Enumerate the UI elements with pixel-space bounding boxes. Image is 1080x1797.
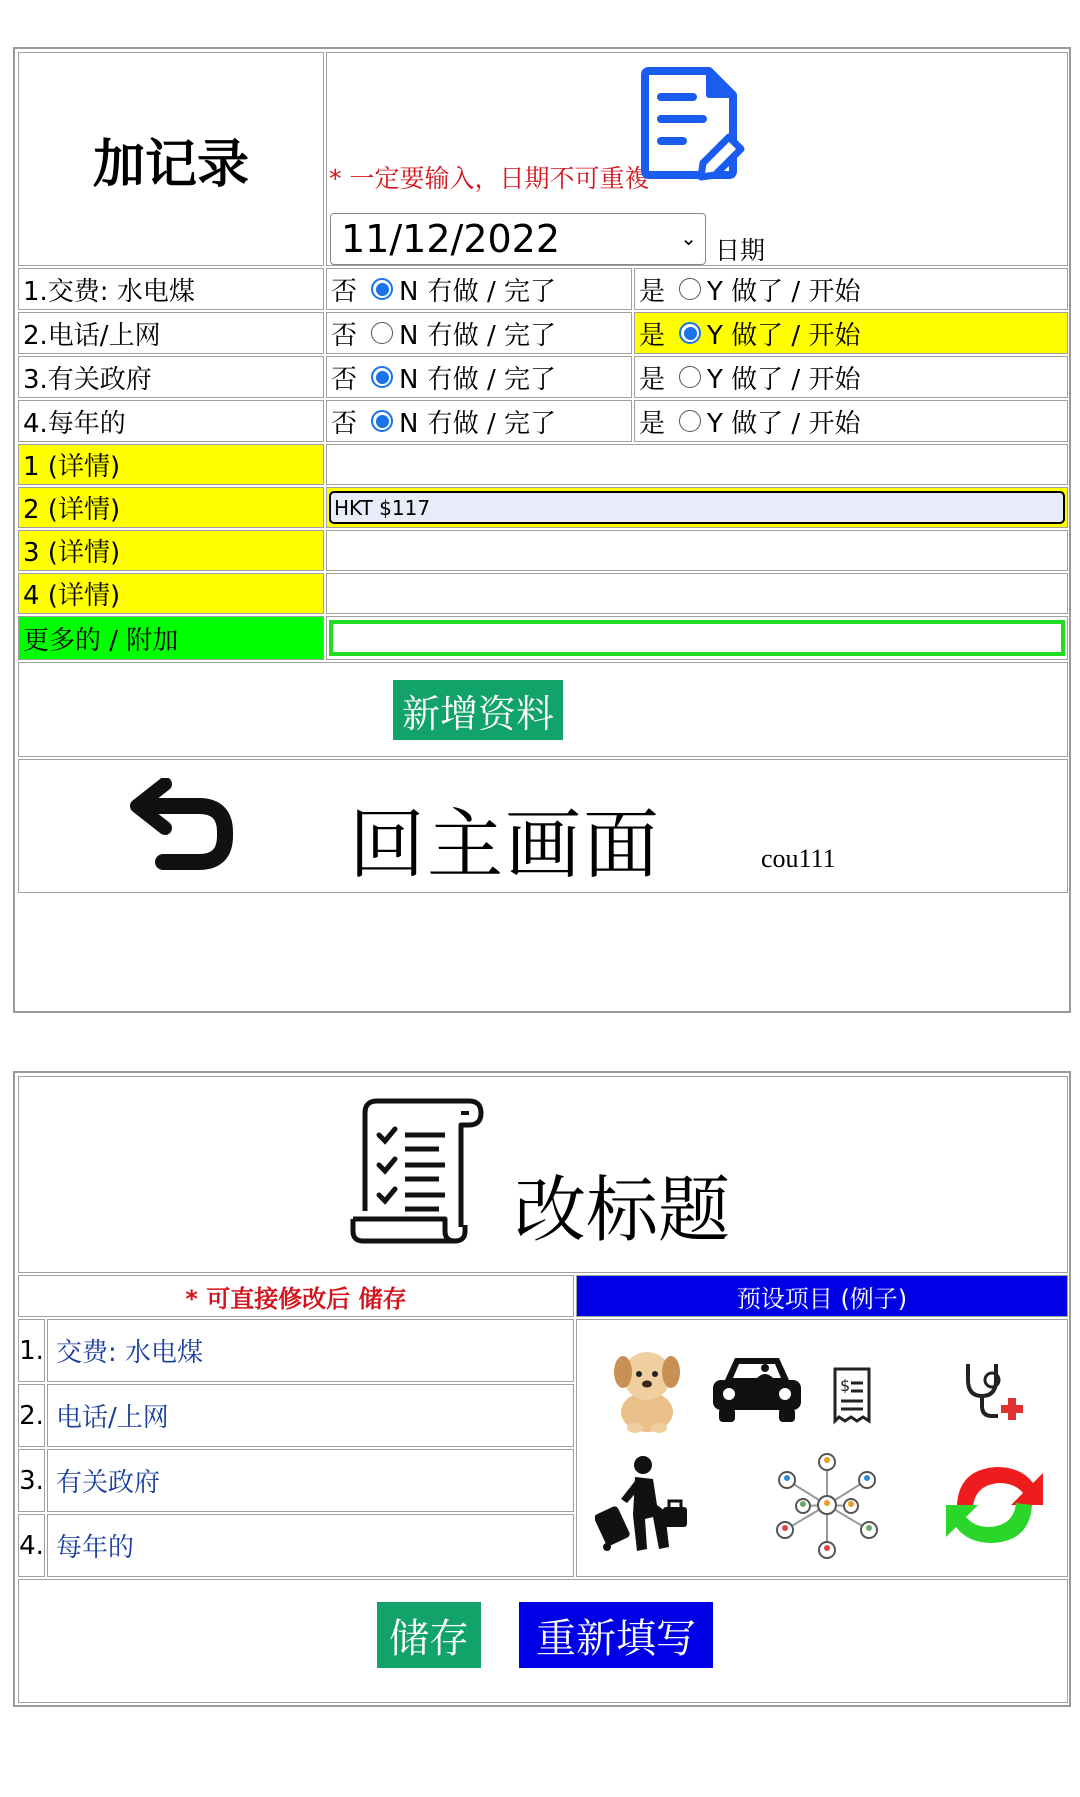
title-input-1[interactable] <box>47 1319 574 1382</box>
title-value: 交费: 水电煤 <box>56 1338 204 1368</box>
preset-header-text: 预设项目 (例子) <box>736 1284 908 1313</box>
home-row <box>18 759 1068 893</box>
no-option-label: N 冇做 / 完了 <box>399 408 557 439</box>
yes-text: 是 <box>639 320 666 351</box>
no-option[interactable] <box>326 356 632 398</box>
item-num-cell <box>18 1319 45 1382</box>
radio-no[interactable] <box>371 278 393 300</box>
date-value: 11/12/2022 <box>341 217 561 261</box>
yes-option-label: Y 做了 / 开始 <box>707 364 861 395</box>
no-text: 否 <box>331 408 358 439</box>
no-option-label: N 冇做 / 完了 <box>399 320 557 351</box>
detail-label-1: 1 (详情) <box>18 444 324 485</box>
item-number: 2. <box>19 1400 44 1431</box>
yes-text: 是 <box>639 408 666 439</box>
detail-input-4[interactable] <box>326 573 1068 614</box>
detail-label-4: 4 (详情) <box>18 573 324 614</box>
stethoscope-icon[interactable] <box>962 1360 1037 1425</box>
status-row-label: 4.每年的 <box>18 400 324 442</box>
chevron-down-icon: ⌄ <box>680 226 697 250</box>
title-input-4[interactable] <box>47 1514 574 1577</box>
back-arrow-icon[interactable] <box>129 778 239 878</box>
preset-icons-cell <box>576 1319 1068 1577</box>
yes-option-label: Y 做了 / 开始 <box>707 320 861 351</box>
item-num-cell <box>18 1514 45 1577</box>
no-text: 否 <box>331 276 358 307</box>
yes-option-label: Y 做了 / 开始 <box>707 276 861 307</box>
radio-no[interactable] <box>371 366 393 388</box>
item-number: 4. <box>19 1530 44 1561</box>
add-record-header-cell <box>326 52 1068 266</box>
more-input[interactable] <box>329 620 1065 656</box>
edit-titles-panel <box>13 1071 1071 1707</box>
date-select[interactable] <box>330 213 706 265</box>
receipt-icon[interactable] <box>827 1365 877 1425</box>
user-name: cou111 <box>761 844 836 873</box>
radio-yes[interactable] <box>679 366 701 388</box>
more-input-wrap <box>326 616 1068 660</box>
more-label: 更多的 / 附加 <box>18 616 324 660</box>
edit-note: * 可直接修改后 储存 <box>185 1284 407 1313</box>
detail-label-3: 3 (详情) <box>18 530 324 571</box>
edit-buttons-row <box>18 1579 1068 1703</box>
no-option[interactable] <box>326 268 632 310</box>
edit-note-cell <box>18 1275 574 1317</box>
item-number: 1. <box>19 1335 44 1366</box>
detail-input-1[interactable] <box>326 444 1068 485</box>
document-edit-icon <box>637 63 747 183</box>
item-num-cell <box>18 1384 45 1447</box>
detail-value: HKT $117 <box>334 495 431 520</box>
required-note: * 一定要输入，日期不可重複 <box>329 164 650 193</box>
title-value: 每年的 <box>56 1533 135 1563</box>
yes-option[interactable] <box>634 312 1068 354</box>
add-record-title-cell <box>18 52 324 266</box>
checklist-scroll-icon <box>349 1091 489 1251</box>
status-row-label: 2.电话/上网 <box>18 312 324 354</box>
no-text: 否 <box>331 320 358 351</box>
title-input-3[interactable] <box>47 1449 574 1512</box>
no-option-label: N 冇做 / 完了 <box>399 364 557 395</box>
no-option[interactable] <box>326 400 632 442</box>
edit-titles-header <box>18 1076 1068 1273</box>
dog-icon[interactable] <box>607 1340 687 1435</box>
item-number: 3. <box>19 1465 44 1496</box>
home-button[interactable]: 回主画面 <box>349 800 661 889</box>
add-data-button[interactable]: 新增资料 <box>393 680 563 740</box>
yes-text: 是 <box>639 364 666 395</box>
no-option[interactable] <box>326 312 632 354</box>
radio-no[interactable] <box>371 322 393 344</box>
detail-input-2[interactable] <box>329 491 1065 524</box>
yes-option[interactable] <box>634 268 1068 310</box>
refresh-icon[interactable] <box>937 1455 1052 1555</box>
detail-input-3[interactable] <box>326 530 1068 571</box>
status-row-label: 3.有关政府 <box>18 356 324 398</box>
no-text: 否 <box>331 364 358 395</box>
no-option-label: N 冇做 / 完了 <box>399 276 557 307</box>
page-title: 加记录 <box>92 134 249 195</box>
status-row-label: 1.交费: 水电煤 <box>18 268 324 310</box>
date-label: 日期 <box>715 236 766 265</box>
add-button-row <box>18 662 1068 757</box>
radio-yes[interactable] <box>679 322 701 344</box>
save-button[interactable]: 储存 <box>377 1602 481 1668</box>
car-icon[interactable] <box>707 1350 807 1430</box>
network-icon[interactable] <box>767 1450 887 1560</box>
radio-yes[interactable] <box>679 278 701 300</box>
detail-label-2: 2 (详情) <box>18 487 324 528</box>
radio-no[interactable] <box>371 410 393 432</box>
add-record-panel <box>13 47 1071 1013</box>
detail-input-2-wrap <box>326 487 1068 528</box>
title-value: 有关政府 <box>56 1468 161 1498</box>
reset-button[interactable]: 重新填写 <box>519 1602 713 1668</box>
section-title: 改标题 <box>514 1168 731 1252</box>
yes-option[interactable] <box>634 356 1068 398</box>
svg-text:$: $ <box>840 1376 851 1395</box>
traveler-icon[interactable] <box>595 1455 690 1555</box>
yes-option[interactable] <box>634 400 1068 442</box>
radio-yes[interactable] <box>679 410 701 432</box>
title-value: 电话/上网 <box>56 1403 169 1433</box>
preset-header <box>576 1275 1068 1317</box>
title-input-2[interactable] <box>47 1384 574 1447</box>
yes-text: 是 <box>639 276 666 307</box>
yes-option-label: Y 做了 / 开始 <box>707 408 861 439</box>
item-num-cell <box>18 1449 45 1512</box>
